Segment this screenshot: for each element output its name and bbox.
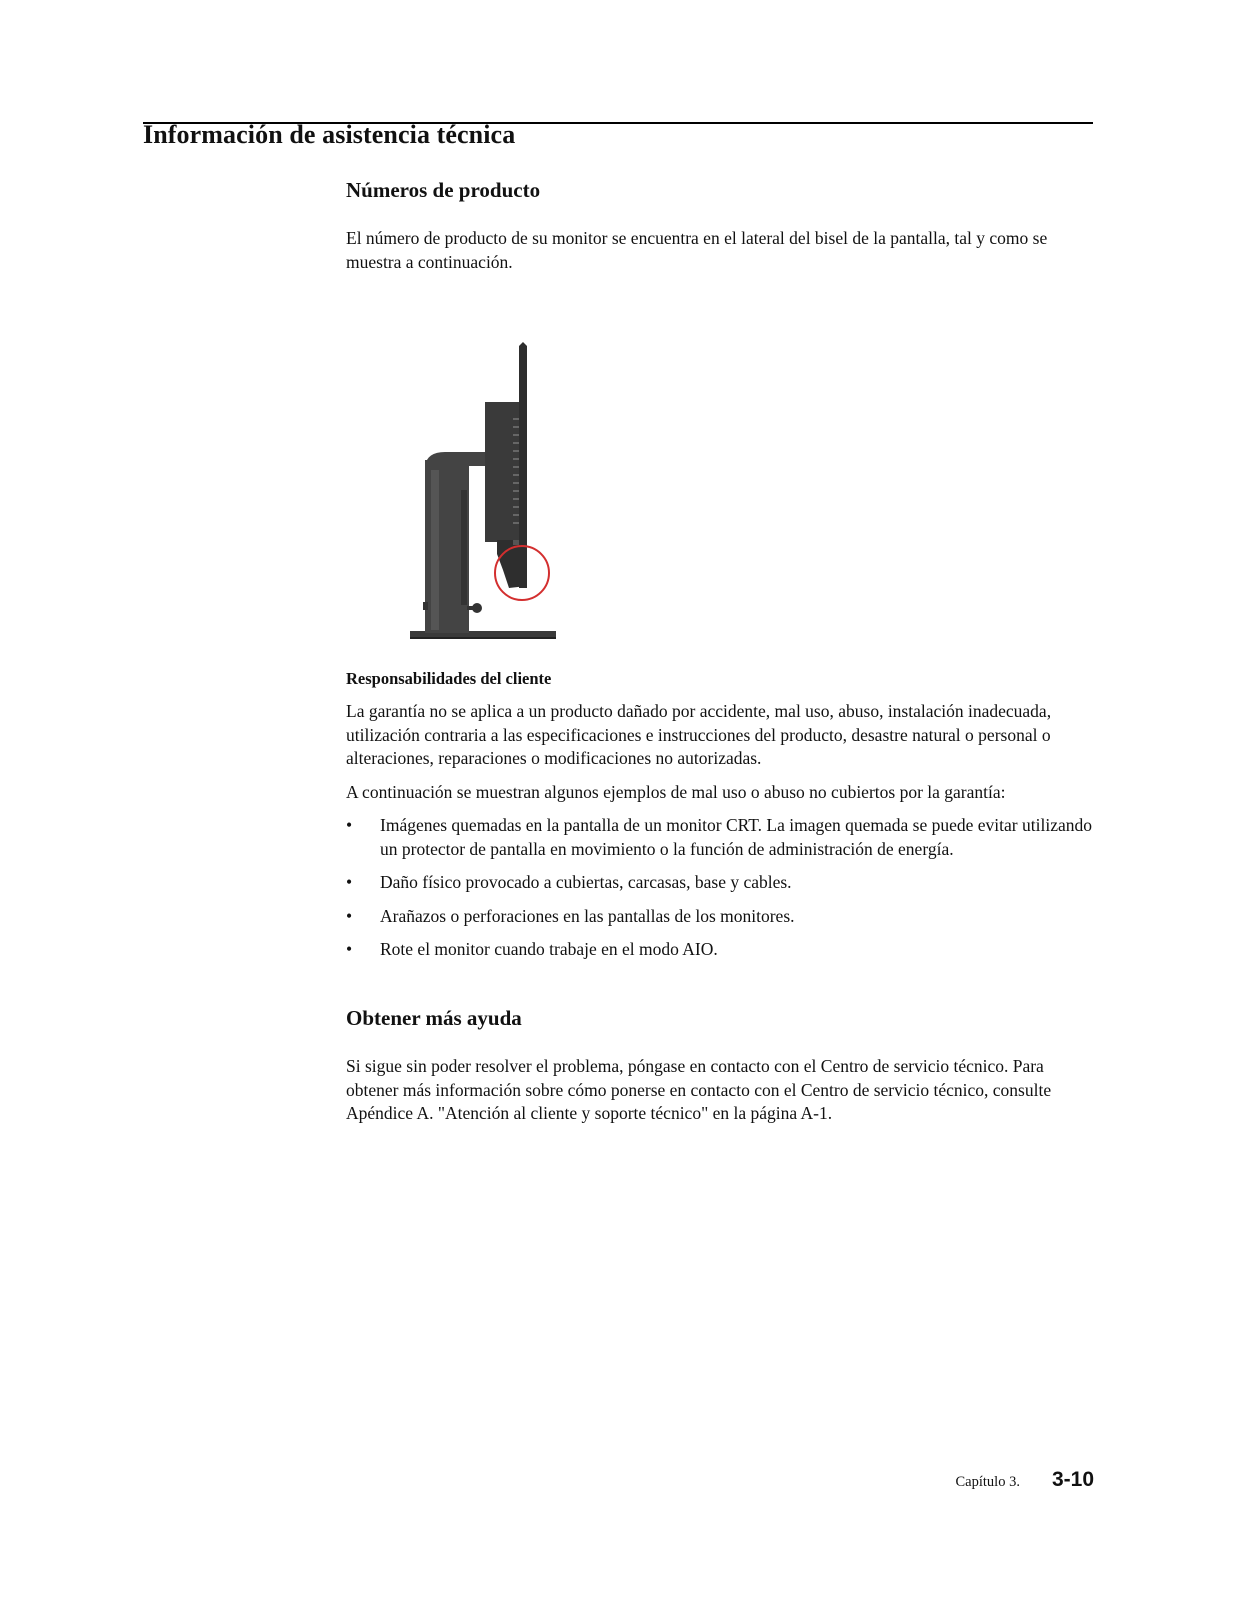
- list-item-text: Imágenes quemadas en la pantalla de un monitor CRT. La imagen quemada se puede evitar utilizando un protector de pantalla en movimiento o la función de administración de energía.: [380, 815, 1092, 859]
- monitor-side-view-svg: [405, 340, 565, 645]
- misuse-examples-intro: A continuación se muestran algunos ejemplos de mal uso o abuso no cubiertos por la garantía:: [346, 781, 1006, 802]
- section-heading-more-help: Obtener más ayuda: [346, 1006, 522, 1030]
- list-item-text: Rote el monitor cuando trabaje en el modo AIO.: [380, 939, 718, 959]
- page-title: Información de asistencia técnica: [143, 120, 516, 149]
- list-item-text: Daño físico provocado a cubiertas, carcasas, base y cables.: [380, 872, 792, 892]
- subheading-customer-responsibilities: Responsabilidades del cliente: [346, 669, 552, 688]
- bullet-icon: •: [346, 905, 353, 926]
- list-item-text: Arañazos o perforaciones en las pantallas de los monitores.: [380, 905, 795, 926]
- footer-page-number: 3-10: [1051, 1468, 1094, 1491]
- footer-chapter-label: Capítulo 3.: [955, 1474, 1020, 1490]
- list-item: [346, 871, 1094, 895]
- product-numbers-paragraph: El número de producto de su monitor se encuentra en el lateral del bisel de la pantalla, tal y como se muestra a continuación.: [346, 228, 1048, 272]
- page-footer: [956, 1468, 1094, 1492]
- warranty-paragraph: La garantía no se aplica a un producto dañado por accidente, mal uso, abuso, instalación inadecuada, utilización contraria a las especificaciones e instrucciones del producto, desastre natural o personal o alteraciones, reparaciones o modificaciones no autorizadas.: [346, 701, 1052, 768]
- section-heading-product-numbers: Números de producto: [346, 178, 541, 202]
- monitor-stand-arm: [425, 452, 485, 466]
- misuse-examples-list: [346, 814, 1094, 962]
- customer-responsibilities-text-block: [346, 700, 1094, 972]
- bullet-icon: •: [346, 939, 353, 959]
- bullet-icon: •: [346, 815, 353, 835]
- more-help-text-block: [346, 1055, 1094, 1126]
- product-numbers-text-block: [346, 227, 1094, 274]
- list-item: [346, 905, 1094, 929]
- monitor-side-view-illustration: [405, 340, 565, 645]
- section-product-numbers: [346, 178, 1094, 203]
- more-help-paragraph: Si sigue sin poder resolver el problema, póngase en contacto con el Centro de servicio técnico. Para obtener más información sobre cómo ponerse en contacto con el Centro de servicio técnico, consulte Apéndice A. "Atención al cliente y soporte técnico" en la página A-1.: [346, 1056, 1052, 1123]
- list-item: [346, 814, 1094, 861]
- customer-responsibilities-heading-block: [346, 669, 1094, 689]
- list-item: [346, 938, 1094, 962]
- section-get-more-help: [346, 1006, 1094, 1031]
- bullet-icon: •: [346, 872, 353, 892]
